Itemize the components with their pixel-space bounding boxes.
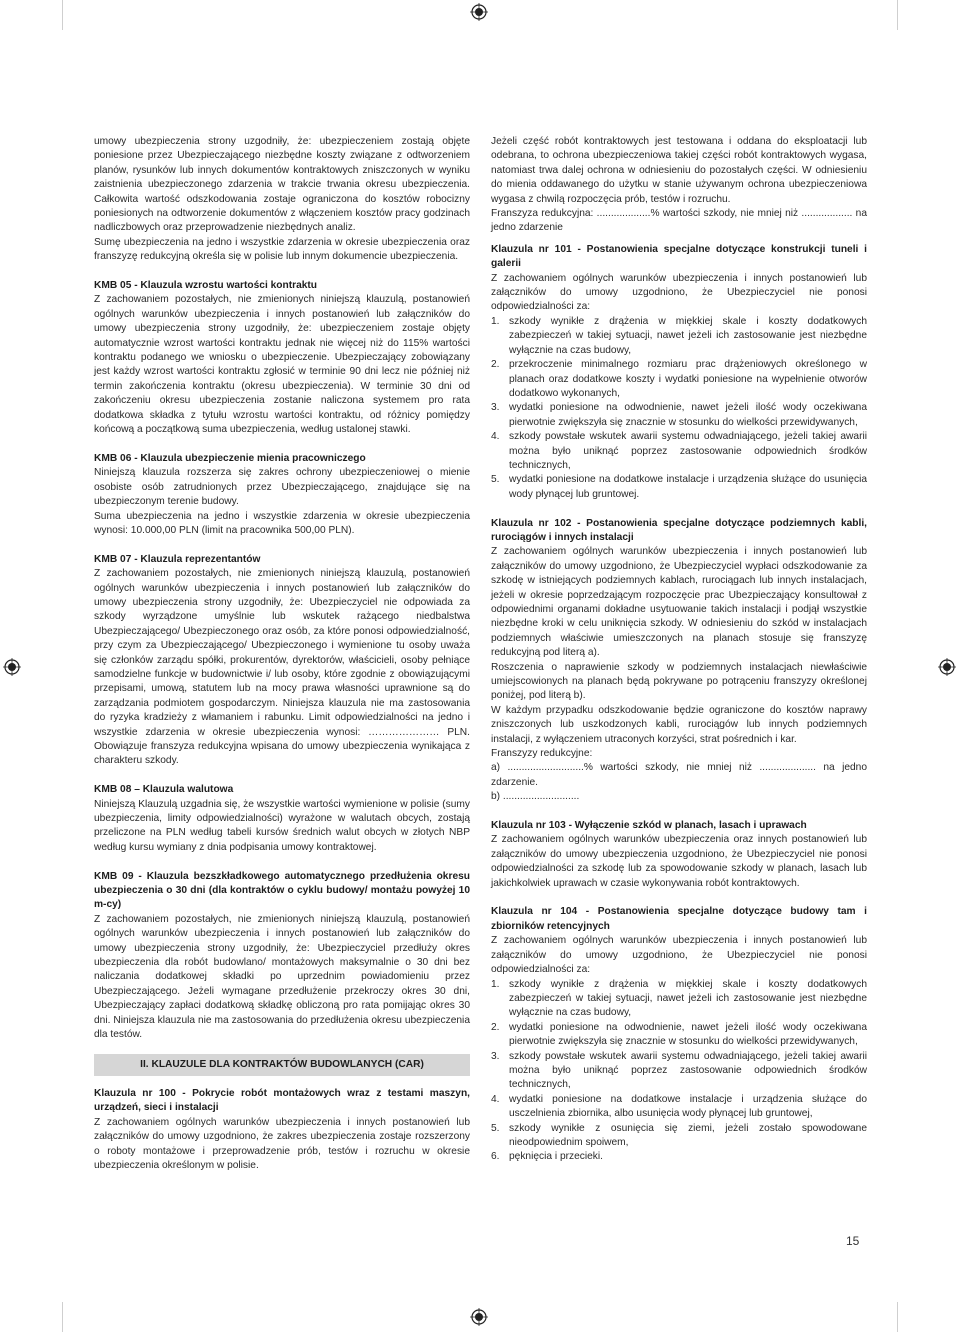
section-banner: II. KLAUZULE DLA KONTRAKTÓW BUDOWLANYCH (CAR) — [94, 1054, 470, 1076]
crop-line-top-left — [62, 0, 63, 30]
kmb07-paragraph: Z zachowaniem pozostałych, nie zmienionych niniejszą klauzulą, postanowień ogólnych warunków ubezpieczenia i innych postanowień lub załączników do umowy ubezpieczenia strony uzgodniły, że: Ubezpieczyciel nie odpowiada za szkody wyrządzone umyślnie lub wskutek rażącego niedbalstwa Ubezpieczającego/ Ubezpieczonego oraz osób, za które ponosi odpowiedzialność, przy czym za Ubezpieczającego/ Ubezpieczonego i wymienione tu osoby uważa się członków zarządu spółki, prokurentów, dyrektorów, właścicieli, osoby pełniące samodzielne funkcje w budownictwie i/ lub osoby, które zgodnie z obowiązującymi przepisami, umową, statutem lub na mocy prawa własności uprawnione są do zarządzania podmiotem gospodarczym. Niniejsza klauzula nie ma zastosowania do ryzyka kradzieży z włamaniem i rabunku. Limit odpowiedzialności na jedno i wszystkie zdarzenia w okresie ubezpieczenia wynosi: ………………… PLN. Obowiązuje franszyza redukcyjna wpisana do umowy ubezpieczenia wynikająca z charakteru szkody. — [94, 568, 470, 767]
registration-mark-right-icon — [938, 658, 956, 676]
intro-paragraph-2: Sumę ubezpieczenia na jedno i wszystkie zdarzenia w okresie ubezpieczenia oraz franszyzę redukcyjną określa się w polisie lub innym dokumencie ubezpieczenia. — [94, 236, 470, 263]
crop-line-bottom-left — [62, 1302, 63, 1332]
k102-franchise-b: b) ........................... — [491, 791, 580, 803]
right-column — [491, 135, 867, 1165]
k102-title: Klauzula nr 102 - Postanowienia specjalne dotyczące podziemnych kabli, rurociągów i innych instalacji — [491, 517, 867, 543]
k100-paragraph: Z zachowaniem ogólnych warunków ubezpieczenia i innych postanowień lub załączników do umowy uzgodniono, że zakres ubezpieczenia zostaje rozszerzony o roboty montażowe i przeprowadzenie prób, testów i rozruchu w okresie ubezpieczenia określonym w polisie. — [94, 1116, 470, 1171]
k103-paragraph: Z zachowaniem ogólnych warunków ubezpieczenia oraz innych postanowień lub załączników do umowy ubezpieczenia uzgodniono, że Ubezpieczyciel nie ponosi odpowiedzialności za szkodę lub za spowodowanie szkody w planach, lasach lub jakichkolwiek uprawach w czasie wykonywania robót kontraktowych. — [491, 834, 867, 889]
list-item: 1. szkody wynikłe z drążenia w miękkiej skale i koszty dodatkowych zabezpieczeń w takiej sytuacji, nawet jeżeli ich zastosowanie jest niezbędne wyłącznie na czas budowy, — [491, 315, 867, 356]
kmb07-title: KMB 07 - Klauzula reprezentantów — [94, 553, 261, 565]
list-item: 2. wydatki poniesione na odwodnienie, nawet jeżeli ilość wody oczekiwana pierwotnie zwiększyła się znacznie w stosunku do wielkości przewidywanych, — [491, 1021, 867, 1048]
kmb09-title: KMB 09 - Klauzula bezszkładkowego automatycznego przedłużenia okresu ubezpieczenia o 30 dni (dla kontraktów o cyklu budowy/ montażu powyżej 10 m-cy) — [94, 870, 470, 911]
k104-paragraph: Z zachowaniem ogólnych warunków ubezpieczenia i innych postanowień lub załączników do umowy uzgodniono, że Ubezpieczyciel nie ponosi odpowiedzialności za: — [491, 935, 867, 976]
k100-title: Klauzula nr 100 - Pokrycie robót montażowych wraz z testami maszyn, urządzeń, sieci i instalacji — [94, 1087, 470, 1114]
list-item: 3. wydatki poniesione na odwodnienie, nawet jeżeli ilość wody oczekiwana pierwotnie zwiększyła się znacznie w stosunku do wielkości przewidywanych, — [491, 402, 867, 428]
intro-paragraph: umowy ubezpieczenia strony uzgodniły, że: ubezpieczeniem zostają objęte poniesione przez Ubezpieczającego niezbędne koszty związane z odtworzeniem planów, rysunków lub innych dokumentów kontraktowych zniszczonych w wyniku zaistnienia ubezpieczonego zdarzenia w trakcie trwania okresu ubezpieczenia. Całkowita wartość odszkodowania zostaje ograniczona do kosztów robocizny poniesionych na odtworzenie dokumentów z włączeniem kosztów pracy godzinach nadliczbowych oraz przeprowadzenie niezbędnych analiz. — [94, 136, 470, 234]
registration-mark-left-icon — [3, 658, 21, 676]
list-item: 5. wydatki poniesione na dodatkowe instalacje i urządzenia służące do usunięcia wody płynącej lub gruntowej. — [491, 474, 867, 500]
kmb06-title: KMB 06 - Klauzula ubezpieczenie mienia pracowniczego — [94, 452, 366, 464]
list-item: 1. szkody wynikłe z drążenia w miękkiej skale i koszty dodatkowych zabezpieczeń w takiej sytuacji, nawet jeżeli ich zastosowanie jest niezbędne wyłącznie na czas budowy, — [491, 978, 867, 1019]
kmb06-paragraph: Niniejszą klauzula rozszerza się zakres ochrony ubezpieczeniowej o mienie osobiste osób zatrudnionych przez Ubezpieczającego, znajdujące się na ubezpieczonym terenie budowy. — [94, 467, 470, 508]
list-item: 5. szkody wynikłe z osunięcia się ziemi, jeżeli zostało spowodowane nieodpowiednim spoiwem, — [491, 1122, 867, 1148]
registration-mark-top-icon — [470, 3, 488, 21]
k102-franchise-label: Franszyzy redukcyjne: — [491, 748, 593, 760]
kmb08-title: KMB 08 – Klauzula walutowa — [94, 784, 234, 796]
k104-list — [491, 978, 867, 1165]
kmb08-paragraph: Niniejszą Klauzulą uzgadnia się, że wszystkie wartości wymienione w polisie (sumy ubezpieczenia, limity odpowiedzialności) wyrażone w walutach obcych, zostają przeliczone na PLN według tabeli kursów średnich walut obcych w złotych NBP według kursu wymiany z dnia podpisania umowy kontraktowej. — [94, 798, 470, 853]
page-number: 15 — [846, 1234, 860, 1248]
list-item: 2. przekroczenie minimalnego rozmiaru prac drążeniowych określonego w planach oraz dodatkowe koszty i wydatki poniesione na wypełnienie otworów dodatkowo wykonanych, — [491, 359, 867, 399]
k101-list — [491, 315, 867, 502]
k103-title: Klauzula nr 103 - Wyłączenie szkód w planach, lasach i uprawach — [491, 820, 807, 832]
kmb05-title: KMB 05 - Klauzula wzrostu wartości kontraktu — [94, 280, 318, 292]
kmb06-paragraph-2: Suma ubezpieczenia na jedno i wszystkie zdarzenia w okresie ubezpieczenia wynosi: 10.000,00 PLN (limit na pracownika 500,00 PLN). — [94, 510, 470, 536]
list-item: 3. szkody powstałe wskutek awarii systemu odwadniającego, jeżeli takiej awarii można było uniknąć poprzez zastosowanie odpowiednich środków technicznych, — [491, 1050, 867, 1091]
right-intro-franchise: Franszyza redukcyjna: ...................% wartości szkody, nie mniej niż .................. na jedno zdarzenie — [491, 208, 867, 234]
list-item: 4. wydatki poniesione na dodatkowe instalacje i urządzenia służące do usczelnienia zbiornika, albo usunięcia wody płynącej lub gruntowej, — [491, 1093, 867, 1120]
right-intro-paragraph: Jeżeli część robót kontraktowych jest testowana i oddana do eksploatacji lub odebrana, to ochrona ubezpieczeniowa takiej części robót kontraktowych wygasa, natomiast trwa dalej ochrona w odniesieniu do pozostałych części. W odniesieniu do mienia oddawanego do użytku w stanie używanym ochrona ubezpieczeniowa wygasa z chwilą rozpoczęcia prób, testów i rozruchu. — [491, 136, 867, 205]
k101-paragraph: Z zachowaniem ogólnych warunków ubezpieczenia i innych postanowień lub załączników do umowy uzgodniono, że Ubezpieczyciel nie ponosi odpowiedzialności za: — [491, 272, 867, 313]
kmb09-paragraph: Z zachowaniem pozostałych, nie zmienionych niniejszą klauzulą, postanowień ogólnych warunków ubezpieczenia i innych postanowień lub załączników do umowy ubezpieczenia strony uzgodniły, że: Ubezpieczyciel przedłuży okres ubezpieczenia dla robót budowlano/ montażowych maksymalnie o 30 dni bez naliczania dodatkowej składki po uprzednim powiadomieniu przez Ubezpieczającego. Jeżeli wymagane przedłużenie przekroczy okres 30 dni, Ubezpieczający zapłaci dodatkową składkę obliczoną pro rata pomijając okres 30 dni. Niniejsza klauzula nie ma zastosowania do przedłużenia okresu ubezpieczenia dla testów. — [94, 913, 470, 1041]
k102-franchise-a: a) ...........................% wartości szkody, nie mniej niż .................... na jedno zdarzenie. — [491, 762, 867, 788]
registration-mark-bottom-icon — [470, 1308, 488, 1326]
list-item: 4. szkody powstałe wskutek awarii systemu odwadniającego, jeżeli takiej awarii można było uniknąć poprzez zastosowanie odpowiednich środków technicznych, — [491, 431, 867, 471]
kmb05-paragraph: Z zachowaniem pozostałych, nie zmienionych niniejszą klauzulą, postanowień ogólnych warunków ubezpieczenia i innych postanowień lub załączników do umowy ubezpieczenia strony uzgodniły, że: ubezpieczeniem zostaje objęty automatycznie wzrost wartości kontraktu jednak nie więcej niż do 115% wartości kontraktu podanego we wniosku o ubezpieczenie. Ubezpieczający zobowiązany jest każdy wzrost wartości kontraktu zgłosić w terminie 90 dni lecz nie później niż termin zakończenia kontraktu (okresu ubezpieczenia). W terminie 30 dni od zakończeniu okresu ubezpieczenia zostanie naliczona systemem pro rata dodatkowa składka z tytułu wzrostu wartości kontraktu, od różnicy pomiędzy końcową a początkową suma ubezpieczenia, według ustalonej stawki. — [94, 294, 470, 436]
k104-title: Klauzula nr 104 - Postanowienia specjalne dotyczące budowy tam i zbiorników retencyjnych — [491, 906, 867, 932]
list-item: 6. pęknięcia i przecieki. — [491, 1151, 603, 1163]
k102-paragraph-3: W każdym przypadku odszkodowanie będzie ograniczone do kosztów naprawy zniszczonych lub uszkodzonych kabli, rurociągów lub innych podziemnych instalacji, z wyłączeniem utraconych korzyści, strat pośrednich i kar. — [491, 704, 867, 745]
crop-line-top-right — [897, 0, 898, 30]
k102-paragraph: Z zachowaniem ogólnych warunków ubezpieczenia i innych postanowień lub załączników do umowy uzgodniono, że Ubezpieczyciel wypłaci odszkodowanie za szkodę w istniejących podziemnych kablach, rurociągach lub innych instalacjach, jeżeli w okresie poprzedzającym rozpoczęcie prac Ubezpieczający konsultował z odpowiednimi organami dokładne usytuowanie takich instalacji i podjął wszystkie niezbędne kroki w celu uniknięcia szkody. W odniesieniu do szkód w instalacjach podziemnych właściwie umieszczonych na planach stosuje się franszyzę redukcyjną pod literą a). — [491, 546, 867, 659]
k102-paragraph-2: Roszczenia o naprawienie szkody w podziemnych instalacjach niewłaściwie umiejscowionych na planach będą pokrywane po potrąceniu franszyzy określonej poniżej, pod literą b). — [491, 661, 867, 702]
left-column — [94, 135, 470, 1173]
k101-title: Klauzula nr 101 - Postanowienia specjalne dotyczące konstrukcji tuneli i galerii — [491, 243, 867, 270]
crop-line-bottom-right — [897, 1302, 898, 1332]
